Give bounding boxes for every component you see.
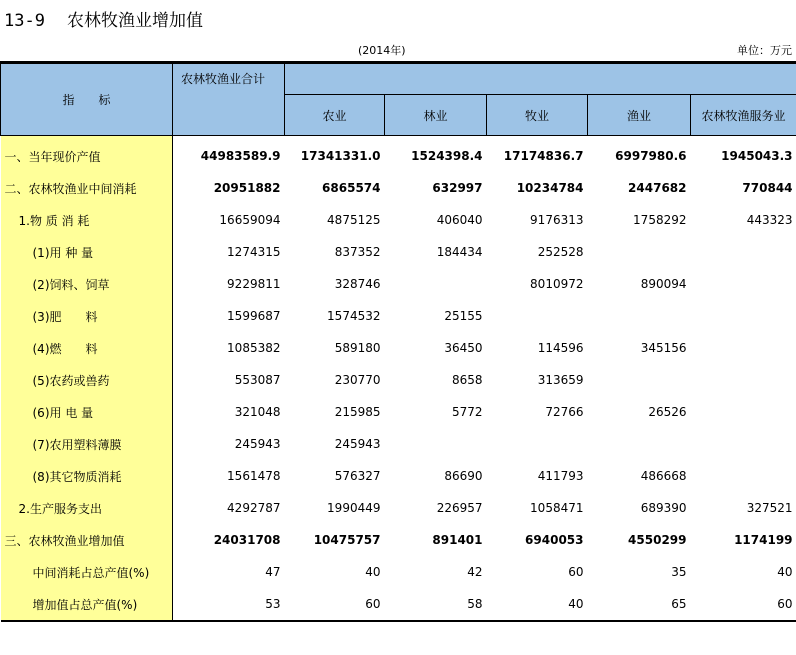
row-label: (7)农用塑料薄膜 [1,428,173,460]
table-row [1,204,796,236]
page-title [4,6,203,31]
header-agriculture: 农业 [285,95,385,136]
value-cell [691,236,796,268]
table-row [1,524,796,556]
table-row [1,332,796,364]
value-cell: 1758292 [633,213,687,227]
value-cell: 5772 [451,405,483,419]
value-cell: 890094 [640,277,687,291]
value-cell [691,364,796,396]
row-label: (1)用 种 量 [1,236,173,268]
value-cell [691,428,796,460]
row-label: (5)农药或兽药 [1,364,173,396]
value-cell: 40 [487,588,588,621]
value-cell: 1274315 [227,245,281,259]
value-cell: 1990449 [327,501,381,515]
table-body [1,136,796,622]
value-cell: 226957 [436,501,483,515]
value-cell [385,428,487,460]
value-cell: 86690 [444,469,483,483]
value-cell [691,268,796,300]
value-cell: 10234784 [516,181,584,195]
value-cell: 8658 [451,373,483,387]
value-cell: 891401 [432,533,483,547]
row-label: (6)用 电 量 [1,396,173,428]
value-cell: 1085382 [227,341,281,355]
value-cell: 17174836.7 [503,149,584,163]
value-cell: 1599687 [227,309,281,323]
unit-label: 单位：万元 [737,44,792,57]
table-row [1,268,796,300]
value-cell: 4875125 [327,213,381,227]
value-cell: 1574532 [327,309,381,323]
header-group [285,64,796,95]
row-label: (4)燃 料 [1,332,173,364]
value-cell: 632997 [432,181,483,195]
value-cell: 10475757 [313,533,381,547]
header-forestry: 林业 [385,95,487,136]
value-cell: 1058471 [530,501,584,515]
value-cell: 252528 [537,245,584,259]
value-cell: 9176313 [530,213,584,227]
table-row [1,364,796,396]
value-cell [588,364,691,396]
year-label: (2014年) [358,44,406,57]
value-cell: 411793 [537,469,584,483]
value-cell: 16659094 [219,213,281,227]
value-cell: 65 [588,588,691,621]
header-indicator: 指 标 [1,64,173,136]
table-row [1,492,796,524]
row-label: 三、农林牧渔业增加值 [1,524,173,556]
value-cell: 837352 [334,245,381,259]
value-added-table [0,63,796,622]
value-cell: 26526 [648,405,687,419]
table-row [1,588,796,621]
value-cell: 576327 [334,469,381,483]
value-cell: 24031708 [213,533,281,547]
value-cell: 321048 [234,405,281,419]
table-row [1,300,796,332]
value-cell: 2447682 [628,181,687,195]
value-cell: 9229811 [227,277,281,291]
value-cell: 1561478 [227,469,281,483]
value-cell: 589180 [334,341,381,355]
value-cell: 184434 [436,245,483,259]
value-cell: 230770 [334,373,381,387]
row-label: 增加值占总产值(%) [1,588,173,621]
value-cell [691,332,796,364]
value-cell: 770844 [742,181,793,195]
value-cell: 20951882 [213,181,281,195]
row-label: 1.物 质 消 耗 [1,204,173,236]
value-cell [487,428,588,460]
header-service: 农林牧渔服务业 [691,95,796,136]
value-cell: 8010972 [530,277,584,291]
value-cell: 406040 [436,213,483,227]
value-cell: 4292787 [227,501,281,515]
table-title: 农林牧渔业增加值 [66,11,203,31]
value-cell: 36450 [444,341,483,355]
row-label: (2)饲料、饲草 [1,268,173,300]
value-cell: 553087 [234,373,281,387]
value-cell [487,300,588,332]
header-fishery: 渔业 [588,95,691,136]
table-row [1,396,796,428]
value-cell: 4550299 [628,533,687,547]
value-cell: 72766 [545,405,584,419]
value-cell: 17341331.0 [300,149,381,163]
value-cell [691,300,796,332]
row-label: (8)其它物质消耗 [1,460,173,492]
table-row [1,236,796,268]
value-cell: 35 [671,565,687,579]
row-label: 中间消耗占总产值(%) [1,556,173,588]
value-cell [691,396,796,428]
table-number: 13-9 [4,11,45,31]
value-cell: 313659 [537,373,584,387]
table-row [1,556,796,588]
value-cell: 443323 [746,213,793,227]
value-cell: 245943 [334,437,381,451]
table-row [1,460,796,492]
value-cell: 6997980.6 [615,149,687,163]
value-cell: 6940053 [525,533,584,547]
row-label: 2.生产服务支出 [1,492,173,524]
value-cell: 60 [568,565,584,579]
value-cell: 40 [365,565,381,579]
value-cell: 215985 [334,405,381,419]
value-cell: 60 [691,588,796,621]
value-cell: 42 [467,565,483,579]
value-cell: 44983589.9 [200,149,281,163]
row-label: (3)肥 料 [1,300,173,332]
value-cell: 47 [265,565,281,579]
table-row [1,428,796,460]
table-row [1,172,796,204]
value-cell [691,460,796,492]
value-cell: 245943 [234,437,281,451]
value-cell: 1174199 [734,533,793,547]
value-cell [588,300,691,332]
table-row [1,136,796,173]
value-cell: 345156 [640,341,687,355]
value-cell: 486668 [640,469,687,483]
value-cell: 328746 [334,277,381,291]
header-animal: 牧业 [487,95,588,136]
value-cell: 1524398.4 [411,149,483,163]
value-cell [588,428,691,460]
value-cell: 58 [385,588,487,621]
value-cell: 327521 [746,501,793,515]
row-label: 一、当年现价产值 [1,136,173,173]
value-cell [385,268,487,300]
value-cell: 114596 [537,341,584,355]
value-cell: 689390 [640,501,687,515]
value-cell: 1945043.3 [721,149,793,163]
row-label: 二、农林牧渔业中间消耗 [1,172,173,204]
value-cell: 53 [173,588,285,621]
value-cell: 60 [285,588,385,621]
value-cell: 25155 [444,309,483,323]
value-cell [588,236,691,268]
header-total: 农林牧渔业合计 [173,64,285,136]
value-cell: 6865574 [322,181,381,195]
value-cell: 40 [777,565,793,579]
